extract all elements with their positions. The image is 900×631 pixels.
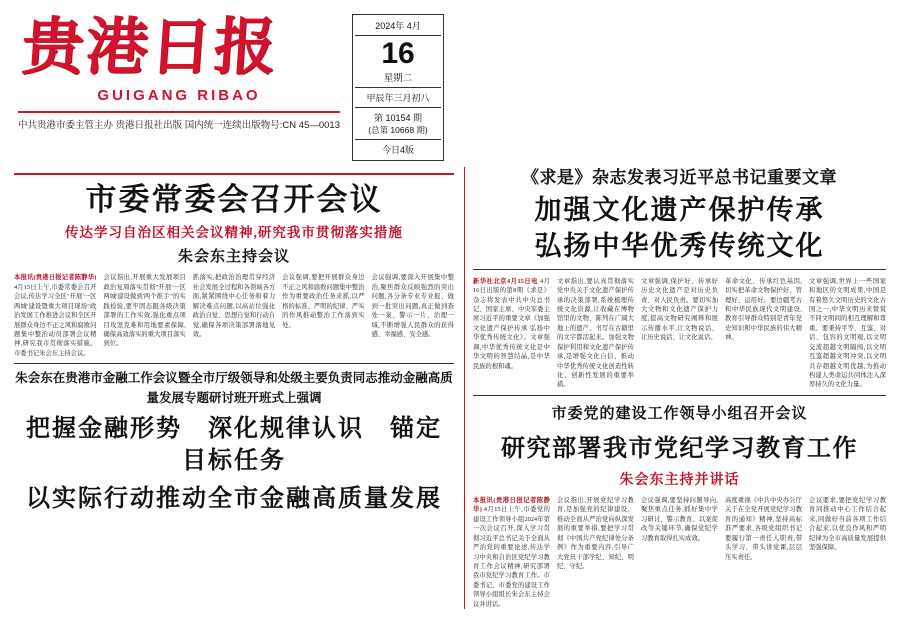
date-year-month: 2024年 4月 bbox=[355, 19, 441, 36]
right-divider-1 bbox=[473, 269, 886, 270]
issue-total: (总第 10668 期) bbox=[355, 124, 441, 140]
right-mid-body-col-2: 会议指出,开展党纪学习教育,是加强党的纪律建设、推动全面从严治党向纵深发展的重要举措,要把学习贯彻《中国共产党纪律处分条例》作为重要内容,引导广大党员干部学纪、知纪、明纪、守纪。 bbox=[556, 496, 634, 570]
left-column bbox=[14, 167, 464, 610]
right-headline-2: 弘扬中华优秀传统文化 bbox=[534, 230, 825, 261]
left-body-col-3: 抓落实,把政治治理贯穿经济社会发展全过程和各领域各方面,紧紧围绕中心任务和着力解决难点问题,以高站位强化政治自觉、思想自觉和行动自觉,确保各项决策部署落地见效。 bbox=[192, 274, 276, 339]
left-body-col-5: 会议强调,要深入开展集中整治,聚焦群众反映强烈的突出问题,各分条专业专业报、做到一批突出问题,真正做到查处一案、警示一片、治理一域,不断增强人民群众的获得感、幸福感、安全感。 bbox=[371, 274, 454, 339]
left-subheadline-2: 朱会东主持会议 bbox=[177, 249, 290, 266]
left-body-col-1 bbox=[14, 273, 96, 358]
right-mid-body-col-4: 高度重视《中共中央办公厅关于在全党开展党纪学习教育的通知》精神,坚持高标准严要求,各级党组织书记要履行第一责任人职责,带头学习、带头讲党课,层层压实责任。 bbox=[724, 496, 802, 561]
masthead-rule bbox=[18, 111, 340, 113]
left-body-col-4: 会议强调,要把开展群众身边不正之风和腐败问题集中整治作为重要政治任务来抓,以严格的标准、严明的纪律、严实的作风推动整治工作落到实处。 bbox=[282, 274, 365, 329]
masthead bbox=[14, 10, 886, 161]
right-divider-2 bbox=[473, 395, 886, 396]
masthead-meta-right: 国内统一连续出版物号:CN 45—0013 bbox=[184, 120, 340, 132]
right-mid-body-col-1 bbox=[473, 496, 550, 609]
right-mid-body-p1: 4月15日上午,市委党的建设工作领导小组2024年第一次会议召开,深入学习贯彻习近平总书记关于全面从严治党的重要论述,传达学习中央和自治区党纪学习教育工作会议精神,研究部署我市党纪学习教育工作。市委书记、市委党的建设工作领导小组组长朱会东主持会议并讲话。 bbox=[472, 506, 550, 608]
left-body-p1: 4月15日上午,市委常委会召开会议,传达学习全区"开展'一区两城'建设暨重大项目现场"政治发展工作推进会议和全区开展群众身边不正之风和腐败问题集中整治动员部署会议精神,研究我市贯彻落实措施。市委书记朱会东主持会议。 bbox=[14, 283, 97, 357]
right-column bbox=[464, 167, 886, 610]
right-mid-body-col-3: 会议强调,要坚持问题导向,聚焦重点任务,抓好集中学习研讨、警示教育、以案促改等关键环节,确保党纪学习教育取得扎实成效。 bbox=[640, 496, 718, 542]
right-body-p1: 4月16日出版的第8期《求是》杂志将发表中共中央总书记、国家主席、中央军委主席习近平的重要文章《加强文化遗产保护传承 弘扬中华优秀传统文化》。文章强调,中华优秀传统文化是中华文明的智慧结晶,是中华民族的根和魂。 bbox=[472, 277, 550, 370]
right-body-col-2: 文章指出,要认真贯彻落实党中央关于文化遗产保护传承的决策部署,系统梳理传统文化资源,让收藏在博物馆里的文物、陈列在广阔大地上的遗产、书写在古籍里的文字都活起来。加强文物保护利用和文化遗产保护传承,是增强文化自信、推动中华优秀传统文化创造性转化、创新性发展的重要举措。 bbox=[556, 277, 634, 389]
left-bottom-kicker: 朱会东在贵港市金融工作会议暨全市厅级领导和处级主要负责同志推动金融高质量发展专题研讨班开班式上强调 bbox=[15, 371, 453, 405]
left-bottom-divider bbox=[14, 363, 454, 364]
right-dateline: 新华社北京4月15日电 bbox=[472, 277, 538, 285]
masthead-meta bbox=[14, 117, 344, 131]
issue-number: 第 10154 期 bbox=[373, 112, 423, 123]
right-mid-headline: 研究部署我市党纪学习教育工作 bbox=[500, 435, 858, 462]
right-top-line: 《求是》杂志发表习近平总书记重要文章 bbox=[521, 167, 837, 187]
left-body-col-2: 会议指出,开展重大发展项目政治复周落实贯彻"开展'一区两城'建设做到'两个推手'"的实践检验,要牢固态跟各级决策部署的工作实效,强化重点项目攻坚克难和用地要素保障,确保高效落实的重大项目落实到位。 bbox=[103, 274, 186, 348]
newspaper-logo-pinyin: GUIGANG RIBAO bbox=[97, 87, 261, 105]
right-body-col-4: 革命文化、传承红色基因,切实把革命文物保护好、管理好、运用好。要边疆考古和中华民族现代文明建设,教育引导群众特别是青年党史知识和中华民族的伟大精神。 bbox=[724, 277, 802, 342]
left-subheadline: 传达学习自治区相关会议精神,研究我市贯彻落实措施 bbox=[65, 225, 403, 241]
left-divider bbox=[14, 173, 454, 175]
right-mid-title: 市委党的建设工作领导小组召开会议 bbox=[551, 405, 808, 422]
left-dateline: 本报讯(贵港日报记者陈静华) bbox=[14, 274, 97, 282]
right-mid-subheadline: 朱会东主持并讲话 bbox=[619, 472, 740, 488]
date-weekday: 星期二 bbox=[355, 70, 441, 88]
date-lunar: 甲辰年三月初八 bbox=[355, 88, 441, 108]
page-count: 今日4版 bbox=[381, 144, 414, 155]
right-article-body bbox=[473, 277, 886, 390]
right-mid-article-body bbox=[473, 496, 886, 609]
newspaper-logo: 贵港日报 bbox=[19, 14, 281, 82]
right-mid-body-col-5: 会议要求,要把党纪学习教育同推动中心工作结合起来,同做好当前各项工作结合起来,以优良作风和严明纪律为全市高质量发展提供坚强保障。 bbox=[809, 496, 886, 552]
right-body-col-1 bbox=[473, 277, 550, 390]
left-bottom-headline-1: 把握金融形势 深化规律认识 锚定目标任务 bbox=[25, 416, 442, 475]
content-columns bbox=[14, 167, 886, 610]
right-body-col-5: 文章强调,世界上一些国家和地区的文明成果,中国是有着悠久文明历史的文化古国之一,中华文明历来赞赏不同文明间的相互理解和尊重。要秉持平等、互鉴、对话、包容的文明观,以文明交流超越文明隔阂,以文明互鉴超越文明冲突,以文明共存超越文明优越,为推动构建人类命运共同体注入深厚持久的文化力量。 bbox=[809, 277, 887, 389]
date-day: 16 bbox=[381, 37, 415, 70]
left-headline: 市委常委会召开会议 bbox=[85, 181, 383, 217]
date-box bbox=[352, 14, 444, 161]
right-headline-1: 加强文化遗产保护传承 bbox=[534, 195, 825, 226]
masthead-left bbox=[14, 10, 344, 131]
left-bottom-headline-2: 以实际行动推动全市金融高质量发展 bbox=[25, 485, 442, 512]
masthead-meta-mid: 贵港日报社出版 bbox=[115, 120, 183, 132]
left-article-body bbox=[14, 273, 454, 358]
right-mid-dateline: 本报讯(贵港日报记者陈静华) bbox=[472, 496, 550, 514]
masthead-meta-left: 中共贵港市委主管主办 bbox=[18, 120, 114, 132]
right-body-col-3: 文章强调,保护好、传承好历史文化遗产是对历史负责、对人民负责。要切实加大文物和文化遗产保护力度,提高文物研究阐释和展示传播水平,让文物说话、让历史说话、让文化说话。 bbox=[640, 277, 718, 342]
